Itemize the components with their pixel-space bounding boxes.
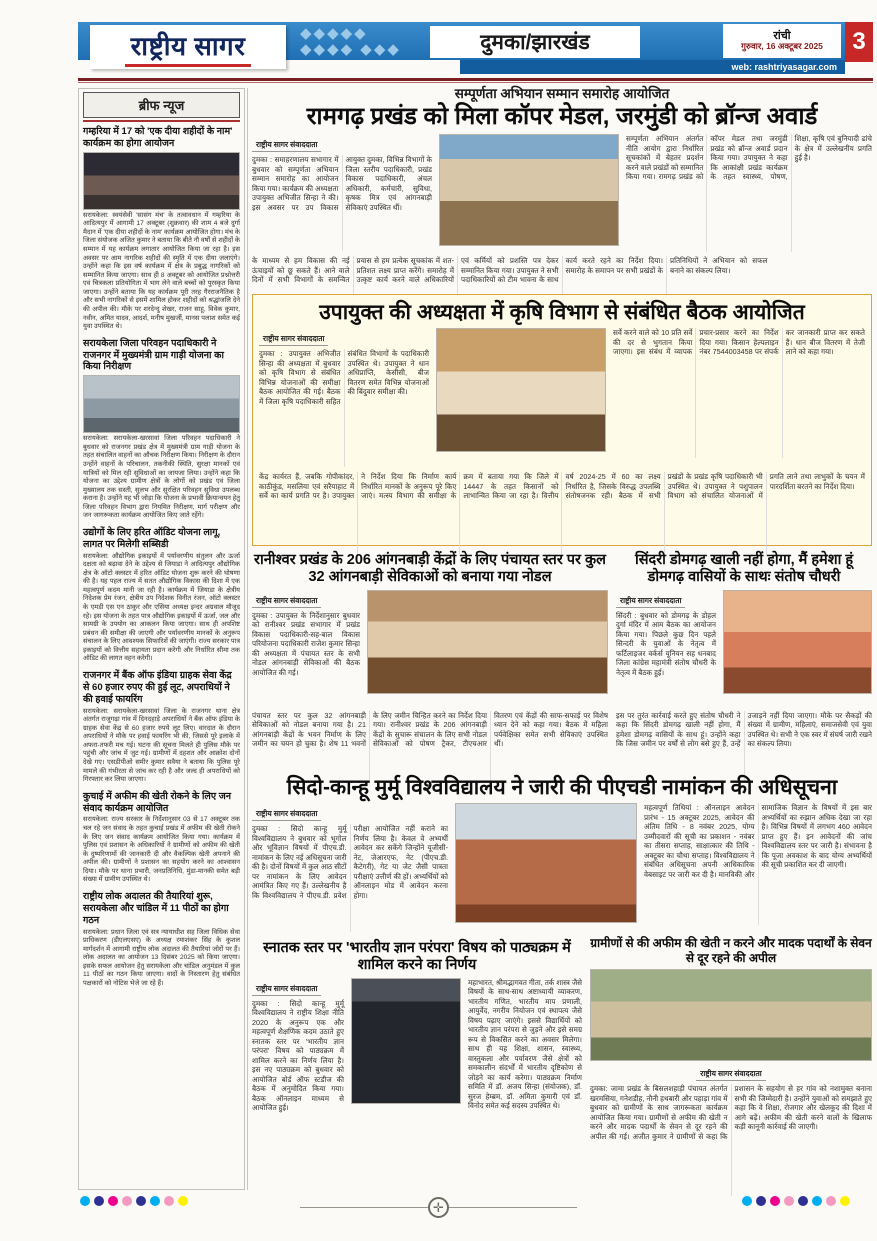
dot-blue: [94, 1196, 104, 1206]
brief-body: सरायकेला: प्रधान जिला एवं सत्र न्यायाधीश सह जिला विधिक सेवा प्राधिकरण (डीएलएसए) के अध्यक्ष रमाशंकर सिंह के कुशल मार्गदर्शन में आगामी राष्ट्रीय लोक अदालत की तैयारियां जोरों पर हैं। लोक अदालत का आयोजन 13 दिसंबर 2025 को किया जाएगा। इसके सफल आयोजन हेतु सरायकेला और चांडिल अनुमंडल में कुल 11 पीठों का गठन किया जाएगा। वादों के निस्तारण हेतु संबंधित पक्षकारों को नोटिस भेजे जा रहे हैं।: [83, 928, 240, 987]
footer-color-dots-right: [742, 1196, 862, 1220]
story-body: महत्वपूर्ण तिथियां : ऑनलाइन आवेदन प्रारंभ - 15 अक्टूबर 2025, आवेदन की अंतिम तिथि - 8 नवंबर 2025, योग्य उम्मीदवारों की सूची का प्रकाशन - नवंबर का तीसरा सप्ताह, साक्षात्कार की तिथि - अक्टूबर का चौथा सप्ताह। विश्वविद्यालय ने संबंधित अधिसूचना अपनी आधिकारिक वेबसाइट पर जारी कर दी है। मानविकी और सामाजिक विज्ञान के विषयों में इस बार अभ्यर्थियों का रुझान अधिक देखा जा रहा है। विभिन्न विषयों में लगभग 460 आवेदन प्राप्त हुए हैं। इन आवेदनों की जांच विश्वविद्यालय स्तर पर जारी है। संभावना है कि पूजा अवकाश के बाद योग्य अभ्यर्थियों की सूची प्रकाशित कर दी जाएगी।: [644, 803, 872, 879]
story-domgarh: [616, 552, 872, 770]
brief-news-column: [78, 88, 245, 1190]
newspaper-name: राष्ट्रीय सागर: [125, 27, 252, 67]
dot-cyan: [80, 1196, 90, 1206]
dot-pink: [784, 1196, 794, 1206]
column-divider: [247, 88, 248, 1190]
dot-cyan: [150, 1196, 160, 1206]
newspaper-logo: [90, 25, 286, 69]
meeting-hall-photo: [436, 328, 606, 452]
story-copper-medal: [252, 84, 872, 290]
brief-story-diya-shahid: [83, 126, 240, 332]
story-headline: स्नातक स्तर पर 'भारतीय ज्ञान परंपरा' विषय को पाठ्यक्रम में शामिल करने का निर्णय: [263, 940, 571, 974]
brief-headline: राष्ट्रीय लोक अदालत की तैयारियां शुरू, सरायकेला और चांडिल में 11 पीठों का होगा गठन: [83, 890, 229, 926]
diamond-pattern-icon: ◆◆◆◆◆ ◆◆◆◆ ◆◆◆: [300, 25, 401, 58]
story-headline: सिदो-कान्हू मुर्मू विश्वविद्यालय ने जारी की पीएचडी नामांकन की अधिसूचना: [286, 776, 838, 799]
story-byline: राष्ट्रीय सागर संवाददाता: [259, 334, 328, 346]
story-kicker: सम्पूर्णता अभियान सम्मान समारोह आयोजित: [454, 86, 670, 101]
page-number: 3: [852, 28, 866, 55]
award-ceremony-photo: [439, 134, 619, 246]
brief-story-bank-loot: [83, 670, 240, 785]
dot-blue: [136, 1196, 146, 1206]
video-meeting-photo: [351, 978, 461, 1104]
brief-body: सरायकेला: स्वयंसेवी 'सासंग मंच' के तत्वावधान में गम्हरिया के आदित्यपुर में आगामी 17 अक्टूबर (शुक्रवार) की शाम 4 बजे दुर्गा मैदान में 'एक दीया शहीदों के नाम' कार्यक्रम आयोजित होगा। मंच के जिला संयोजक अजित कुमार ने बताया कि बीते नौ वर्षों से शहीदों के सम्मान में यह कार्यक्रम लगातार आयोजित किया जा रहा है। इस अवसर पर आम नागरिक शहीदों की स्मृति में एक दीया जलाएंगे। उन्होंने कहा कि इस वर्ष कार्यक्रम में क्षेत्र के प्रबुद्ध नागरिकों को सम्मानित किया जाएगा। साथ ही 8 अक्टूबर को आयोजित प्रश्नोत्तरी एवं चित्रकला प्रतियोगिता में भाग लेने वाले बच्चों को पुरस्कृत किया जाएगा। उन्होंने बताया कि यह कार्यक्रम पूरी तरह गैरराजनैतिक है और सभी नागरिकों से इसमें शामिल होकर शहीदों को श्रद्धांजलि देने की अपील की। मौके पर शरदेन्दु शेखर, राजन साहू, विवेक कुमार, नवीन, अमित यादव, आदर्श, मनीष मुखर्जी, मानस पलाश समेत कई युवा उपस्थित थे।: [83, 211, 240, 331]
story-afeem-appeal: [590, 936, 872, 1186]
story-body: के माध्यम से हम विकास की नई ऊंचाइयों को छू सकते हैं। आने वाले दिनों में सभी विभागों के समन्वित प्रयास से हम प्रत्येक सूचकांक में शत-प्रतिशत लक्ष्य प्राप्त करेंगे। समारोह में उत्कृष्ट कार्य करने वाले अधिकारियों एवं कर्मियों को प्रशस्ति पत्र देकर सम्मानित किया गया। उपायुक्त ने सभी पदाधिकारियों को टीम भावना के साथ कार्य करते रहने का निर्देश दिया। समारोह के समापन पर सभी प्रखंडों के प्रतिनिधियों ने अभियान को सफल बनाने का संकल्प लिया।: [252, 256, 768, 285]
dot-blue: [756, 1196, 766, 1206]
brief-body: सरायकेला: राज्य सरकार के निर्देशानुसार 03 से 17 अक्टूबर तक चल रहे जन संवाद के तहत कुचाई प्रखंड में अफीम की खेती रोकने के लिए जन संवाद कार्यक्रम आयोजित किया गया। कार्यक्रम में पुलिस एवं प्रशासन के अधिकारियों ने ग्रामीणों को अफीम की खेती के दुष्परिणामों की जानकारी दी और वैकल्पिक खेती अपनाने की अपील की। ग्रामीणों ने प्रशासन का सहयोग करने का आश्वासन दिया। मौके पर थाना प्रभारी, जनप्रतिनिधि, मुंडा-मानकी समेत बड़ी संख्या में ग्रामीण उपस्थित थे।: [83, 816, 240, 884]
dot-pink: [164, 1196, 174, 1206]
dot-cyan: [742, 1196, 752, 1206]
brief-headline: सरायकेला जिला परिवहन पदाधिकारी ने राजनगर में मुख्यमंत्री ग्राम गाड़ी योजना का किया निरीक्षण: [83, 337, 224, 373]
brief-story-kuchai-afeem: [83, 791, 240, 885]
brief-story-harit-audit: [83, 527, 240, 664]
registration-mark-icon: ✛: [428, 1197, 449, 1218]
story-body: दुमका : उपायुक्त अभिजीत सिन्हा की अध्यक्षता में बुधवार को कृषि विभाग से संबंधित विभिन्न योजनाओं की समीक्षा बैठक आयोजित की गई। बैठक में जिला कृषि पदाधिकारी सहित संबंधित विभागों के पदाधिकारी उपस्थित थे। उपायुक्त ने धान अधिप्राप्ति, केसीसी, बीज वितरण समेत विभिन्न योजनाओं की बिंदुवार समीक्षा की।: [259, 349, 429, 406]
story-body: दुमका : समाहरणालय सभागार में बुधवार को सम्पूर्णता अभियान सम्मान समारोह का आयोजन किया गया। कार्यक्रम की अध्यक्षता उपायुक्त अभिजीत सिन्हा ने की। इस अवसर पर उप विकास आयुक्त दुमका, विभिन्न विभागों के जिला स्तरीय पदाधिकारी, प्रखंड विकास पदाधिकारी, अंचल अधिकारी, कर्मचारी, सुविधा, कृषक मित्र एवं आंगनबाड़ी सेविकाएं उपस्थित थीं।: [252, 155, 432, 212]
brief-story-gram-gadi: [83, 338, 240, 521]
dot-pink: [826, 1196, 836, 1206]
story-byline: राष्ट्रीय सागर संवाददाता: [252, 809, 321, 821]
anganbadi-meeting-photo: [367, 590, 608, 694]
edition-name: दुमका/झारखंड: [480, 31, 590, 54]
story-krishi-meeting: [252, 294, 872, 546]
story-gyan-parampara: [252, 940, 582, 1186]
story-body: सम्पूर्णता अभियान अंतर्गत नीति आयोग द्वारा निर्धारित सूचकांकों में बेहतर प्रदर्शन करने वाले प्रखंडों को सम्मानित किया गया। रामगढ़ प्रखंड को कॉपर मेडल तथा जरमुंडी प्रखंड को ब्रॉन्ज अवार्ड प्रदान किया गया। उपायुक्त ने कहा कि आकांक्षी प्रखंड कार्यक्रम के तहत स्वास्थ्य, पोषण, शिक्षा, कृषि एवं बुनियादी ढांचे के क्षेत्र में उल्लेखनीय प्रगति हुई है।: [626, 134, 872, 182]
brief-story-lok-adalat: [83, 891, 240, 989]
story-body: दुमका: जामा प्रखंड के बिसलशहाड़ी पंचायत अंतर्गत खरमसिया, गनेशडीह, नौनी हथबारी और पहाड़ा गांव में बुधवार को ग्रामीणों के साथ जागरूकता कार्यक्रम आयोजित किया गया। ग्रामीणों से अफीम की खेती न करने और मादक पदार्थों के सेवन से दूर रहने की अपील की गई। अजीत कुमार ने ग्रामीणों से कहा कि प्रशासन के सहयोग से हर गांव को नशामुक्त बनाना सभी की जिम्मेदारी है। उन्होंने युवाओं को समझाते हुए कहा कि वे शिक्षा, रोजगार और खेलकूद की दिशा में आगे बढ़ें। अफीम की खेती करने वालों के खिलाफ कड़ी कानूनी कार्रवाई की जाएगी।: [590, 1084, 872, 1141]
edition-box: [430, 26, 640, 58]
brief-story-photo-vehicle: [83, 375, 240, 433]
story-anganbadi-nodal: [252, 552, 608, 770]
story-headline: रामगढ़ प्रखंड को मिला कॉपर मेडल, जरमुंडी को ब्रॉन्ज अवार्ड: [306, 103, 818, 130]
story-byline: राष्ट्रीय सागर संवाददाता: [252, 596, 321, 608]
story-byline: राष्ट्रीय सागर संवाददाता: [696, 1069, 765, 1081]
brief-headline: उद्योगों के लिए हरित ऑडिट योजना लागू, लागत पर मिलेगी सब्सिडी: [83, 526, 221, 550]
page-number-box: [845, 22, 873, 62]
footer-color-dots-left: [80, 1196, 200, 1220]
brief-headline: कुचाई में अफीम की खेती रोकने के लिए जन संवाद कार्यक्रम आयोजित: [83, 790, 232, 814]
story-body: इस पर तुरंत कार्रवाई करते हुए संतोष चौधरी ने कहा कि सिंदरी डोमगढ़ खाली नहीं होगा, मैं हमेशा डोमगढ़ वासियों के साथ हूं। उन्होंने कहा कि जिस जमीन पर वर्षों से लोग बसे हुए हैं, उन्हें उजाड़ने नहीं दिया जाएगा। मौके पर सैकड़ों की संख्या में ग्रामीण, महिलाएं, समाजसेवी एवं युवा उपस्थित थे। सभी ने एक स्वर में संघर्ष जारी रखने का संकल्प लिया।: [616, 710, 872, 749]
story-body: केंद्र कार्यरत हैं, जबकि गोपीकांदर, काठीकुंड, मसलिया एवं सरैयाहाट में सर्वे का कार्य प्रगति पर है। उपायुक्त ने निर्देश दिया कि निर्माण कार्य निर्धारित मानकों के अनुरूप पूरे किए जाएं। मत्स्य विभाग की समीक्षा के क्रम में बताया गया कि जिले में 14447 के तहत किसानों को लाभान्वित किया जा रहा है। वित्तीय वर्ष 2024-25 में 60 का लक्ष्य निर्धारित है, जिसके विरुद्ध उपलब्धि संतोषजनक रही। बैठक में सभी प्रखंडों के प्रखंड कृषि पदाधिकारी भी उपस्थित थे। उपायुक्त ने पशुपालन विभाग को संचालित योजनाओं में प्रगति लाने तथा लाभुकों के चयन में पारदर्शिता बरतने का निर्देश दिया।: [259, 472, 865, 501]
story-body: दुमका : सिदो कान्हू मुर्मू विश्वविद्यालय ने बुधवार को भूगोल और भूविज्ञान विषयों में पीएच.डी. नामांकन के लिए नई अधिसूचना जारी की है। दोनों विषयों में कुल आठ सीटों पर नामांकन के लिए आवेदन आमंत्रित किए गए हैं। उल्लेखनीय है कि विश्वविद्यालय ने पीएच.डी. प्रवेश परीक्षा आयोजित नहीं कराने का निर्णय लिया है। केवल वे अभ्यर्थी आवेदन कर सकेंगे जिन्होंने यूजीसी-नेट, जेआरएफ, नेट (पीएच.डी. कैटेगरी), गेट या जेट जैसी पात्रता परीक्षाएं उत्तीर्ण की हों। अभ्यर्थियों को ऑनलाइन मोड में आवेदन करना होगा।: [252, 824, 448, 900]
brief-body: सरायकेला: औद्योगिक इकाइयों में पर्यावरणीय संतुलन और ऊर्जा दक्षता को बढ़ावा देने के उद्देश्य से जियाडा ने आदित्यपुर औद्योगिक क्षेत्र के ऑटो क्लस्टर में हरित ऑडिट योजना शुरू करने की घोषणा की है। यह पहल राज्य में सतत औद्योगिक विकास की दिशा में एक महत्वपूर्ण कदम मानी जा रही है। कार्यक्रम में जियाडा के क्षेत्रीय निदेशक प्रेम रंजन, क्षेत्रीय उप निदेशक विनीत रंजन, ऑटो क्लस्टर के एमडी एस एन ठाकुर और एसिया अध्यक्ष इन्दर अग्रवाल मौजूद रहे। इस योजना के तहत पात्र औद्योगिक इकाइयों में ऊर्जा, जल और सामग्री के उपयोग का आकलन किया जाएगा। साथ ही अपशिष्ट प्रबंधन की समीक्षा की जाएगी और पर्यावरणीय मानकों के अनुरूप संचालन के लिए आवश्यक सिफारिशें की जाएंगी। राज्य सरकार पात्र इकाइयों को वित्तीय सहायता प्रदान करेगी और निर्धारित सीमा तक ऑडिट की लागत वहन करेगी।: [83, 552, 240, 663]
university-gate-photo: [455, 803, 637, 923]
story-body: महाभारत, श्रीमद्भागवत गीता, तर्क शास्त्र जैसे विषयों के साथ-साथ अष्टाध्यायी व्याकरण, भारतीय गणित, भारतीय माप प्रणाली, आयुर्वेद, नगरीय नियोजन एवं स्थापत्य जैसे विषय पढ़ाए जाएंगे। इससे विद्यार्थियों को भारतीय ज्ञान परंपरा से जुड़ने और इसे समग्र रूप से विकसित करने का अवसर मिलेगा। साथ ही यह शिक्षा, शासन, स्वास्थ्य, वास्तुकला और पर्यावरण जैसे क्षेत्रों को समकालीन संदर्भों में भारतीय दृष्टिकोण से जोड़ने का कार्य करेगा। पाठ्यक्रम निर्माण समिति में डॉ. अजय सिन्हा (संयोजक), डॉ. सुरज हेम्ब्रम, डॉ. अमिता कुमारी एवं डॉ. विनोद समेत कई सदस्य उपस्थित थे।: [468, 977, 583, 1111]
brief-headline: गम्हरिया में 17 को 'एक दीया शहीदों के नाम' कार्यक्रम का होगा आयोजन: [83, 126, 233, 149]
website-url: web: rashtriyasagar.com: [731, 62, 837, 72]
city-name: रांची: [773, 29, 791, 42]
publication-date: गुरुवार, 16 अक्टूबर 2025: [741, 41, 823, 52]
dot-pink: [122, 1196, 132, 1206]
dot-cyan: [812, 1196, 822, 1206]
brief-news-header: ब्रीफ न्यूज: [83, 92, 240, 118]
domgarh-gathering-photo: [723, 590, 872, 694]
story-headline: उपायुक्त की अध्यक्षता में कृषि विभाग से संबंधित बैठक आयोजित: [319, 301, 805, 324]
brief-headline: राजनगर में बैंक ऑफ इंडिया ग्राहक सेवा केंद्र से 60 हजार रुपए की हुई लूट, अपराधियों ने की हवाई फायरिंग: [83, 669, 232, 705]
brief-story-photo-crowd: [83, 152, 240, 210]
story-headline: रानीश्वर प्रखंड के 206 आंगनबाड़ी केंद्रों के लिए पंचायत स्तर पर कुल 32 आंगनबाड़ी सेविकाओं को बनाया गया नोडल: [254, 552, 606, 586]
story-body: सर्वे करने वाले को 10 प्रति सर्वे की दर से भुगतान किया जाएगा। इस संबंध में व्यापक प्रचार-प्रसार करने का निर्देश दिया गया। किसान हेल्पलाइन नंबर 7544003458 पर संपर्क कर जानकारी प्राप्त कर सकते हैं। धान बीज वितरण में तेजी लाने को कहा गया।: [613, 328, 865, 357]
story-byline: राष्ट्रीय सागर संवाददाता: [252, 984, 321, 996]
story-body: पंचायत स्तर पर कुल 32 आंगनबाड़ी सेविकाओं को नोडल बनाया गया है। 21 आंगनबाड़ी केंद्रों के भवन निर्माण के लिए जमीन का चयन हो चुका है। शेष 11 भवनों के लिए जमीन चिन्हित करने का निर्देश दिया गया। रानीश्वर प्रखंड के 206 आंगनबाड़ी केंद्रों के सुचारू संचालन के लिए सभी नोडल सेविकाओं को पोषण ट्रैकर, टीएचआर वितरण एवं केंद्रों की साफ-सफाई पर विशेष ध्यान देने को कहा गया। बैठक में महिला पर्यवेक्षिका समेत सभी सेविकाएं उपस्थित थीं।: [252, 710, 608, 749]
story-byline: राष्ट्रीय सागर संवाददाता: [616, 596, 685, 608]
dateline-box: [723, 24, 841, 58]
dot-yellow: [178, 1196, 188, 1206]
dot-blue: [798, 1196, 808, 1206]
website-strip: [460, 60, 845, 74]
brief-news-rule: [83, 120, 240, 122]
story-body: सिंदरी : बुधवार को डोमगढ़ के डोहल दुर्गा मंदिर में आम बैठक का आयोजन किया गया। पिछले कुछ दिन पहले सिन्दरी के युवाओं के नेतृत्व में फर्टिलाइजर वर्कर्स यूनियन सह धनबाद जिला कांग्रेस महामंत्री संतोष चौधरी के नेतृत्व में बैठक हुई।: [616, 610, 716, 677]
masthead-rule: [78, 78, 873, 81]
brief-body: सरायकेला: सरायकेला-खरसावां जिला के राजनगर थाना क्षेत्र अंतर्गत राजुगढ़ा गांव में दिनदहाड़े अपराधियों ने बैंक ऑफ इंडिया के ग्राहक सेवा केंद्र से 60 हजार रुपये लूट लिए। वारदात के दौरान अपराधियों ने मौके पर हवाई फायरिंग भी की, जिससे पूरे इलाके में अफरा-तफरी मच गई। घटना की सूचना मिलते ही पुलिस मौके पर पहुंची और जांच में जुट गई। ग्रामीणों में दहशत और आक्रोश दोनों देखे गए। एसडीपीओ समीर कुमार सवैया ने बताया कि पुलिस पूरे मामले की गंभीरता से जांच कर रही है और जल्द ही अपराधियों को गिरफ्तार कर लिया जाएगा।: [83, 707, 240, 784]
dot-magenta: [108, 1196, 118, 1206]
village-awareness-photo: [590, 969, 872, 1061]
story-body: दुमका : सिदो कान्हू मुर्मू विश्वविद्यालय ने राष्ट्रीय शिक्षा नीति 2020 के अनुरूप एक और महत्वपूर्ण शैक्षणिक कदम उठाते हुए स्नातक स्तर पर 'भारतीय ज्ञान परंपरा' विषय को पाठ्यक्रम में शामिल करने का निर्णय लिया है। इस नए पाठ्यक्रम को बुधवार को आयोजित बोर्ड ऑफ स्टडीज की बैठक में अनुमोदित किया गया। बैठक ऑनलाइन माध्यम से आयोजित हुई।: [252, 998, 344, 1113]
brief-body: सरायकेला: सरायकेला-खरसावां जिला परिवहन पदाधिकारी ने बुधवार को राजनगर प्रखंड क्षेत्र में मुख्यमंत्री ग्राम गाड़ी योजना के तहत संचालित वाहनों का औचक निरीक्षण किया। निरीक्षण के दौरान उन्होंने वाहनों के परिचालन, तकनीकी स्थिति, सुरक्षा मानकों एवं यात्रियों को मिल रही सुविधाओं का जायजा लिया। उन्होंने कहा कि योजना का उद्देश्य ग्रामीण क्षेत्रों के लोगों को प्रखंड एवं जिला मुख्यालय तक सस्ती, सुलभ और सुरक्षित परिवहन सुविधा उपलब्ध कराना है। उन्होंने यह भी जोड़ा कि योजना के प्रभावी क्रियान्वयन हेतु जिला परिवहन विभाग द्वारा नियमित निरीक्षण, मार्ग परीक्षण और जन जागरूकता कार्यक्रम आयोजित किए जाते रहेंगे।: [83, 435, 240, 520]
story-body: दुमका : उपायुक्त के निर्देशानुसार बुधवार को रानीश्वर प्रखंड सभागार में प्रखंड विकास पदाधिकारी-सह-बाल विकास परियोजना पदाधिकारी राजेश कुमार सिन्हा की अध्यक्षता में पंचायत स्तर के सभी नोडल आंगनबाड़ी सेविकाओं की बैठक आयोजित की गई।: [252, 610, 360, 677]
story-headline: सिंदरी डोमगढ़ खाली नहीं होगा, मैं हमेशा हूं डोमगढ़ वासियों के साथः संतोष चौधरी: [634, 552, 854, 586]
masthead-rule-thin: [78, 82, 873, 83]
dot-magenta: [770, 1196, 780, 1206]
story-headline: ग्रामीणों से की अफीम की खेती न करने और मादक पदार्थों के सेवन से दूर रहने की अपील: [590, 936, 872, 965]
story-phd-notification: [252, 774, 872, 934]
story-byline: राष्ट्रीय सागर संवाददाता: [252, 140, 321, 152]
dot-yellow: [840, 1196, 850, 1206]
